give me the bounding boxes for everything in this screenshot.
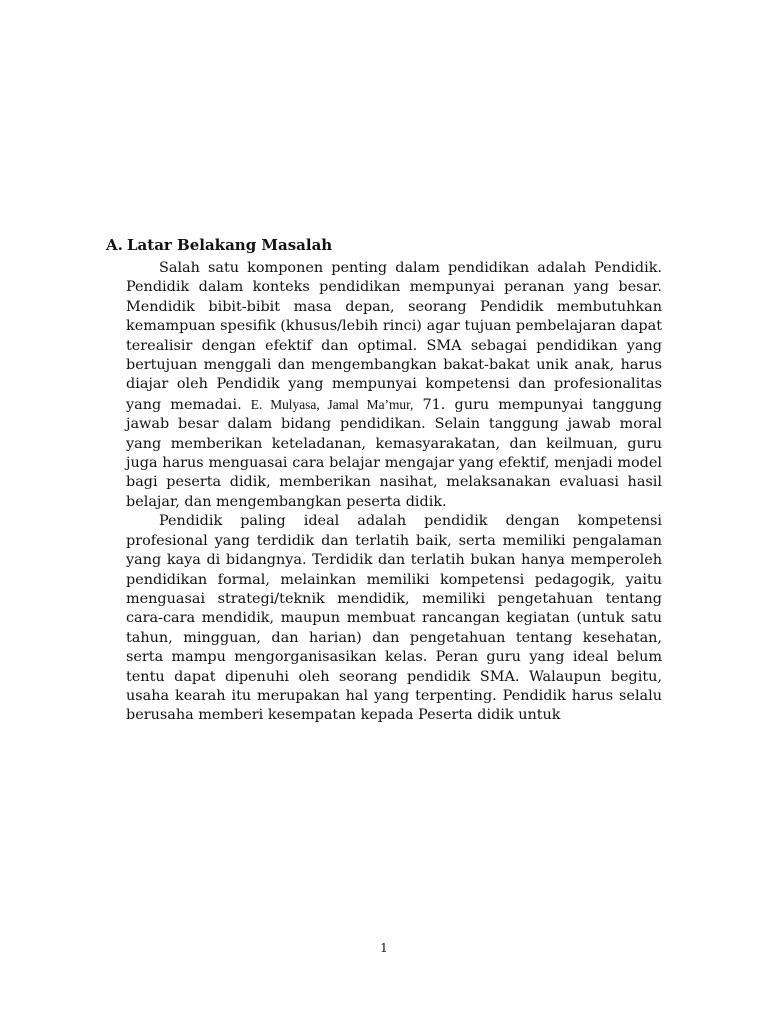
page-number: 1 <box>380 941 388 955</box>
paragraph-1-text-a: Salah satu komponen penting dalam pendidikan adalah Pendidik. Pendidik dalam konteks pendidikan mempunyai peranan yang besar. Mendidik bibit-bibit masa depan, seorang Pendidik membutuhkan kemampuan spesifik (khusus/lebih rinci) agar tujuan pembelajaran dapat terealisir dengan efektif dan optimal. SMA sebagai pendidikan yang bertujuan menggali dan mengembangkan bakat-bakat unik anak, harus diajar oleh Pendidik yang mempunyai kompetensi dan profesionalitas yang memadai. <box>126 260 662 413</box>
inline-citation: E. Mulyasa, Jamal Ma’mur, <box>250 396 414 412</box>
paragraph-1-text-b: 71. guru mempunyai tanggung jawab besar dalam bidang pendidikan. Selain tanggung jawab moral yang memberikan keteladanan, kemasyarakatan, dan keilmuan, guru juga harus menguasai cara belajar mengajar yang efektif, menjadi model bagi peserta didik, memberikan nasihat, melaksanakan evaluasi hasil belajar, dan mengembangkan peserta didik. <box>126 396 663 510</box>
paragraph-2: Pendidik paling ideal adalah pendidik dengan kompetensi profesional yang terdidik dan terlatih baik, serta memiliki pengalaman yang kaya di bidangnya. Terdidik dan terlatih bukan hanya memperoleh pendidikan formal, melainkan memiliki kompetensi pedagogik, yaitu menguasai strategi/teknik mendidik, memiliki pengetahuan tentang cara-cara mendidik, maupun membuat rancangan kegiatan (untuk satu tahun, mingguan, dan harian) dan pengetahuan tentang kesehatan, serta mampu mengorganisasikan kelas. Peran guru yang ideal belum tentu dapat dipenuhi oleh seorang pendidik SMA. Walaupun begitu, usaha kearah itu merupakan hal yang terpenting. Pendidik harus selalu berusaha memberi kesempatan kepada Peserta didik untuk <box>126 513 662 724</box>
paragraph-1 <box>126 259 662 512</box>
section-title: Latar Belakang Masalah <box>127 236 333 254</box>
section-number: A. <box>106 236 123 254</box>
section-heading <box>106 236 666 255</box>
section-body <box>126 259 662 726</box>
